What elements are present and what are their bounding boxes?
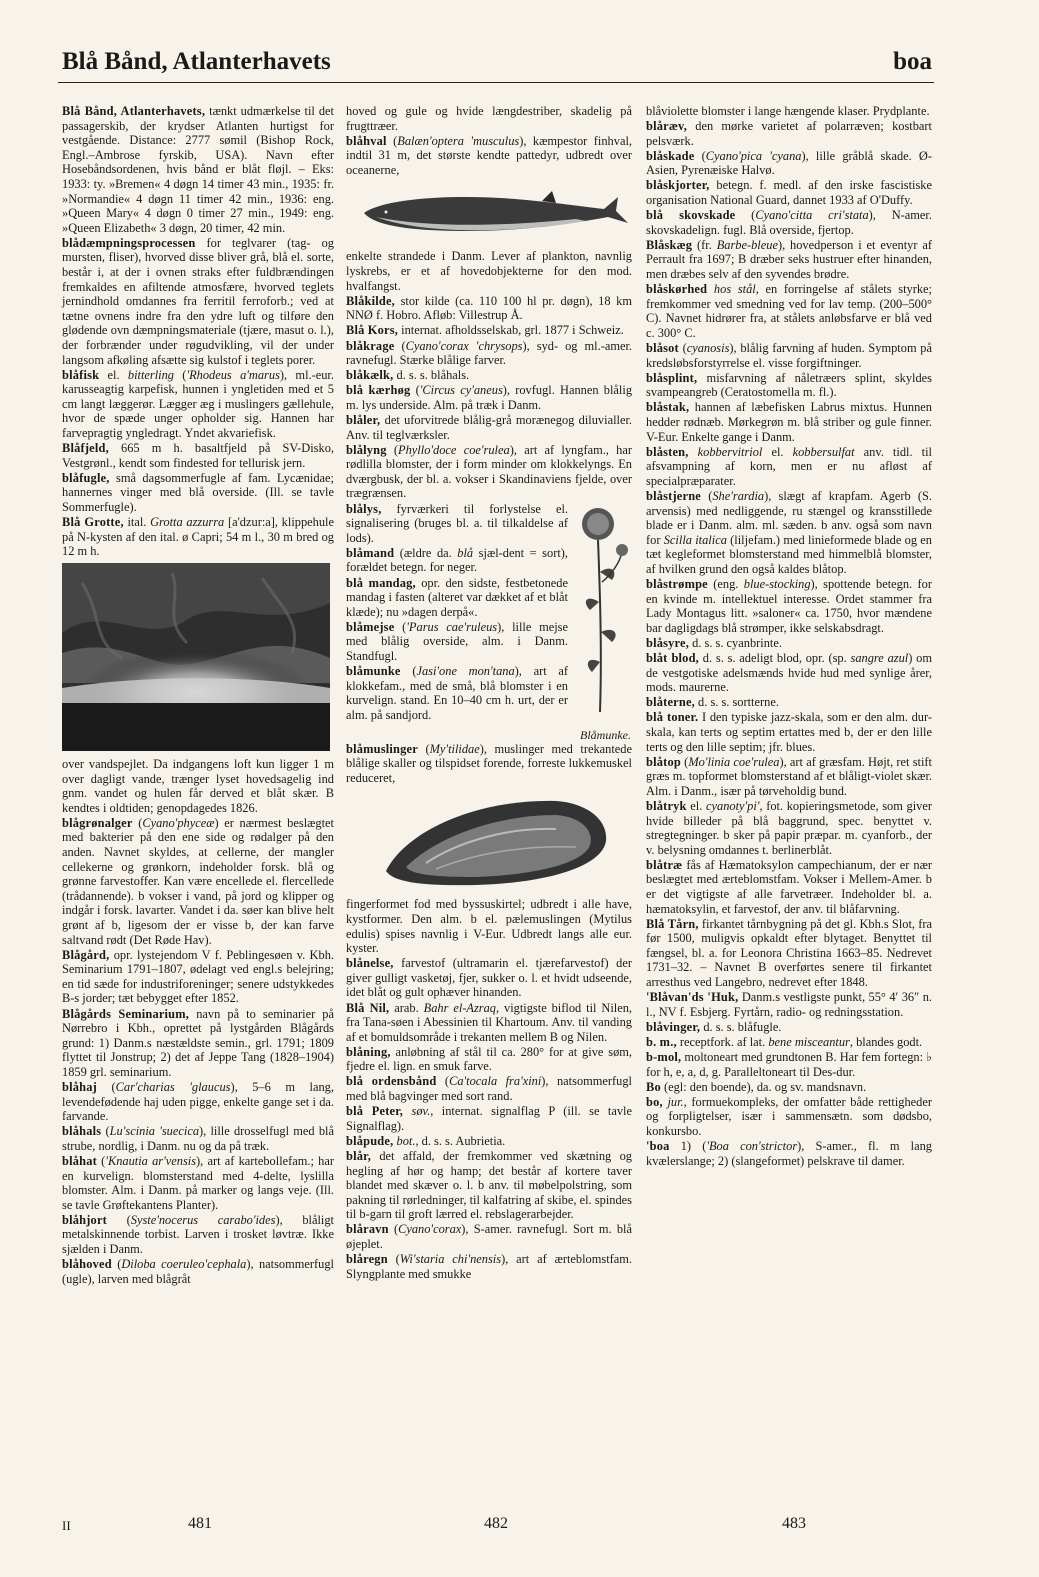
entry-text: d. s. s. blåhals. [393, 368, 470, 383]
headword: blåt blod, [646, 650, 699, 665]
entry-text: anløbning af stål til ca. 280° for at give søm, fjedre el. lign. en smuk farve. [346, 1044, 632, 1074]
entry-b-m [646, 1035, 932, 1050]
headword: blåsplint, [646, 370, 698, 385]
column-3 [646, 104, 932, 1169]
entry-italic: Jasi'one mon'tana [416, 664, 515, 679]
headword: blåhoved [62, 1257, 112, 1272]
signature-mark: II [62, 1518, 71, 1533]
headword: Blå Grotte, [62, 515, 124, 530]
headword: blå toner. [646, 710, 699, 725]
entry-blapude [346, 1134, 632, 1149]
entry-text: , internat. signalflag P (ill. se tavle Signalflag). [346, 1104, 633, 1133]
headword: blåskade [646, 148, 695, 163]
entry-bo-name [646, 1080, 932, 1095]
headword: blålyng [346, 442, 387, 457]
headword: b-mol, [646, 1050, 682, 1064]
entry-text: receptfork. af lat. [676, 1034, 769, 1049]
headword: blåpude, [346, 1133, 394, 1148]
entry-text: el. [99, 367, 128, 382]
entry-text: blåviolette blomster i lange hængende klaser. Prydplante. [646, 104, 930, 118]
entry-text: ( [701, 488, 713, 503]
headword: Blågård, [62, 947, 110, 962]
headword: blå kærhøg [346, 383, 411, 398]
page-number-481: 481 [188, 1515, 212, 1532]
entry-bladaempning [62, 236, 334, 367]
headword: blåsyre, [646, 635, 690, 650]
entry-italic: Cyano'corax [398, 1222, 462, 1237]
entry-blavands-huk [646, 990, 932, 1019]
entry-text: (ældre da. [394, 545, 458, 560]
entry-text: d. s. s. sortterne. [694, 695, 779, 710]
entry-text: , vigtigste biflod til Nilen, fra Tana-søen i Abessinien til Khartoum. Anv. til vanding af et bomuldsområde i trekanten mellem B og Nilen. [346, 1000, 632, 1044]
headword: Blågårds Seminarium, [62, 1006, 190, 1021]
entry-text: ), S-amer. ravnefugl. Sort m. blå øjeplet. [346, 1222, 632, 1251]
entry-text: el. [686, 798, 706, 813]
headword: blåkælk, [346, 368, 394, 383]
entry-blafisk [62, 368, 334, 441]
entry-italic: bitterling [127, 367, 174, 382]
entry-bla-peter [346, 1104, 632, 1133]
entry-blaler [346, 413, 632, 442]
entry-continuation [346, 104, 632, 133]
entry-bla-grotte [62, 515, 334, 559]
entry-text: fingerformet fod med byssuskirtel; udbredt i alle have, kystformer. Den alm. b el. pælemuslingen (Mytilus edulis) spises navnlig i V-Eur. Udbredt langs alle eur. kyster. [346, 897, 632, 956]
entry-text: ( [174, 367, 187, 382]
entry-text: ), natsommerfugl (ugle), larven med blågråt [62, 1257, 334, 1286]
entry-italic: cyanosis [686, 341, 730, 355]
entry-text: ), spottende betegn. for en kvinde m. intellektuel interesse. Ordet stammer fra Lady Montagus litt. »saloner« ca. 1750, hvor mændene bar dagligdags blå strømper, ikke selskabsdragt. [646, 577, 932, 635]
entry-text: ), syd- og ml.-amer. ravnefugl. Stærke blålige farver. [346, 338, 632, 368]
entry-italic: Cyano'citta cri'stata [755, 208, 869, 223]
entry-text: ital. [123, 515, 151, 530]
entry-italic: Cyano'phyceæ [142, 815, 215, 830]
entry-text: ( [111, 1257, 122, 1272]
entry-italic: bot. [396, 1133, 416, 1148]
headword: blå skovskade [646, 208, 736, 223]
entry-italic: 'Knautia ar'vensis [105, 1153, 197, 1168]
headword: Bo [646, 1079, 661, 1094]
entry-text: ), blåligt metalskinnende torbist. Larven i trosket løvtræ. Ikke sjælden i Danm. [62, 1212, 334, 1256]
entry-italic: bene misceantur [768, 1034, 850, 1049]
entry-text: (eng. [707, 577, 744, 591]
entry-italic: blå [457, 545, 474, 560]
entry-blahval [346, 134, 632, 178]
headword: 'boa [646, 1139, 670, 1154]
entry-bla-skovskade [646, 208, 932, 237]
entry-blasot [646, 341, 932, 370]
entry-text: betegn. f. medl. af den irske fascistiske organisation National Guard, dannet 1933 af O'Duffy. [646, 178, 932, 208]
entry-italic: 'Boa con'strictor [706, 1139, 798, 1154]
headword: Blåskæg [646, 237, 693, 252]
entry-text: ), art af klokkefam., med de små, blå blomster i en kurvelign. stand. En 10–40 cm h. urt, der er alm. på sandjord. [346, 664, 568, 722]
headword: blåhjort [62, 1212, 107, 1227]
entry-text: 1) ( [669, 1139, 707, 1154]
column-2 [346, 104, 632, 1282]
entry-text: ( [694, 148, 706, 163]
entry-italic: kobbersulfat [792, 444, 855, 459]
entry-text: hoved og gule og hvide længdestriber, skadelig på frugttræer. [346, 104, 632, 133]
entry-blaterne [646, 695, 932, 710]
entry-text: opr. den sidste, festbetonede mandag i fasten (alteret var dækket af et blåt klæde); nu »dagen derpå«. [346, 575, 568, 619]
entry-text: ( [678, 341, 687, 355]
entry-text: misfarvning af nåletræers splint, skyldes svampeangreb (Ceratostomella m. fl.). [646, 370, 932, 400]
entry-italic: Wi'staria chi'nensis [399, 1252, 502, 1267]
entry-blastjerne [646, 489, 932, 577]
entry-text: ( [400, 664, 417, 679]
headword: blå ordensbånd [346, 1074, 437, 1089]
headword: blåhaj [62, 1079, 97, 1094]
entry-blahoved [62, 1257, 334, 1286]
entry-text: ( [436, 1074, 450, 1089]
entry-text: ( [386, 133, 398, 148]
headword: blåstrømpe [646, 577, 708, 591]
entry-blahaj [62, 1080, 334, 1124]
entry-bla-toner [646, 710, 932, 754]
headword: blåsot [646, 341, 679, 355]
entry-text: ( [735, 208, 756, 223]
entry-bla-ordensband [346, 1074, 632, 1103]
entry-text: (fr. [692, 237, 717, 252]
entry-italic: cyanoty'pi' [706, 798, 760, 813]
headword: blåmejse [346, 619, 395, 634]
entry-text: den mørke varietet af polarræven; kostbart pelsværk. [646, 119, 932, 148]
headword: blånelse, [346, 956, 394, 971]
entry-text: ( [387, 1252, 400, 1267]
entry-blatryk [646, 799, 932, 857]
entry-text: , formuekompleks, der omfatter både rettigheder og forpligtelser, især i sammensætn. som dødsbo, konkursbo. [646, 1094, 932, 1138]
entry-text: firkantet tårnbygning på det gl. Kbh.s Slot, fra før 1500, muligvis opkaldt efter blytaget. Benyttet til fængsel, bl. a. for Leonora Christina 1663–85. Nedrevet 1731–32. – Navnet B overførtes senere til firkantet arresthus ved Langebro, nedrevet efter 1848. [646, 916, 932, 990]
entry-blastak [646, 400, 932, 444]
entry-blagard [62, 948, 334, 1006]
headword: Blå Nil, [346, 1000, 390, 1015]
entry-text: internat. afholdsselskab, grl. 1877 i Schweiz. [398, 323, 624, 338]
entry-blakrage [346, 339, 632, 368]
entry-text: det affald, der fremkommer ved skætning og hegling af hør og hamp; det består af kortere taver blandet med skæver o. l. b anv. til møbelpolstring, som pakning til rørledninger, til kalfatring af skibe, el. spindes til b-garn til groft lærred el. rebslagerarbejder. [346, 1148, 632, 1222]
entry-blar [346, 1149, 632, 1222]
entry-bla-band [62, 104, 334, 235]
entry-blamuslinger [346, 742, 632, 786]
headword: blågrønalger [62, 815, 133, 830]
entry-text: ), art af ærteblomstfam. Slyngplante med smukke [346, 1252, 633, 1281]
headword: blåhals [62, 1124, 102, 1139]
grotto-photo-graphic [62, 563, 330, 751]
entry-blakilde [346, 294, 632, 323]
entry-text [689, 445, 698, 459]
entry-blamuslinger-cont [346, 897, 632, 955]
flower-figure [572, 502, 632, 742]
headword: blåtop [646, 754, 681, 769]
entry-text: , en forringelse af stålets styrke; fremkommer ved smedning ved for lav temp. (200–500° C). Navnet hidrører fra, at stålets anløbsfarve er blå ved c. 300° C. [646, 282, 932, 340]
entry-italic: Car'charias 'glaucus [115, 1079, 231, 1094]
entry-bla-nil [346, 1001, 632, 1045]
entry-text: d. s. s. adeligt blod, opr. (sp. [698, 650, 851, 665]
headword: blå mandag, [346, 575, 416, 590]
entry-text: ), rovfugl. Hannen blålig m. lys underside. Alm. på træk i Danm. [346, 383, 633, 412]
entry-text: fås af Hæmatoksylon campechianum, der er nær beslægtet med ærteblomstfam. Vokser i Mellem-Amer. b er det vigtigste af alle farvetræer. Indeholder bl. a. hæmatoksylin, et farvestof, der anv. til blåfarvning. [646, 857, 932, 916]
entry-blaskjorter [646, 178, 932, 207]
headword: blålys, [346, 501, 382, 516]
entry-blagards-seminarium [62, 1007, 334, 1080]
entry-blanelse [346, 956, 632, 1000]
headword: blåning, [346, 1044, 391, 1059]
column-1 [62, 104, 334, 1287]
entry-italic: Mo'linia coe'rulea [688, 754, 780, 769]
entry-text: ), art af græsfam. Højt, ret stift græs m. topformet blomsterstand af et blåligt-violet skær. Alm. i Danm., især på tørveholdig bund. [646, 754, 932, 798]
entry-text: ), S-amer., fl. m lang kvælerslange; 2) (slangeformet) pelskrave til damer. [646, 1139, 932, 1168]
entry-bla-tarn [646, 917, 932, 990]
entry-italic: Ca'tocala fra'xini [449, 1074, 542, 1089]
entry-blagronalger [62, 816, 334, 947]
headword: blåtryk [646, 798, 687, 813]
headword: Blåfjeld, [62, 441, 109, 456]
blamunke-illustration [572, 502, 632, 722]
headword: blåkrage [346, 338, 395, 353]
entry-text: d. s. s. blåfugle. [700, 1019, 782, 1034]
entry-bo-jur [646, 1095, 932, 1139]
entry-text: ( [417, 741, 430, 756]
entry-text: ), ml.-eur. karusseagtig karpefisk, hunnen i yngletiden med et 5 cm langt læggerør. Lægger æg i muslingers gællehule, hvor de spæde unger opholder sig. Hannen har farvepragtig yngledragt. Yndet akvariefisk. [62, 367, 334, 441]
entry-bla-kors [346, 323, 632, 338]
entry-b-mol [646, 1050, 932, 1079]
entry-text: ( [680, 754, 689, 769]
headword: bo, [646, 1094, 663, 1109]
headword: blåhval [346, 133, 387, 148]
entry-text: moltoneart med grundtonen B. Har fem fortegn: ♭ for h, e, a, d, g. Paralleltoneart til Des-dur. [646, 1050, 932, 1079]
entry-blasten [646, 445, 932, 489]
entry-blaravn [346, 1222, 632, 1251]
entry-text: opr. lystejendom V f. Peblingesøen v. Kbh. Seminarium 1791–1807, ødelagt ved engl.s belejring; en tid sæde for industriforeninger; senere udstykkedes B-s jorder; tæt bebygget efter 1852. [62, 947, 334, 1006]
entry-text: ( [132, 815, 143, 830]
entry-italic: kobbervitriol [697, 444, 763, 459]
entry-text: , blandes godt. [849, 1034, 923, 1049]
entry-blahjort [62, 1213, 334, 1257]
entry-text: ) er nærmest beslægtet med bakterier på den ene side og rødalger på den anden. Navnet skyldes, at cellerne, der mangler cellekerne og grønkorn, indeholder forsk. blå og grønne farvestoffer. Kan være encellede el. flercellede (trådannende). b vokser i vand, på jord og klipper og indgår i forsk. lavarter. Vandet i da. søer kan blive helt grønt af b, ligesom der er visse b, der kan farve saltvand rødt (Det Røde Hav). [62, 815, 334, 947]
running-header [58, 48, 934, 83]
header-catchword: boa [893, 48, 932, 75]
entry-text: det uforvitrede blålig-grå morænegog diluvialler. Anv. til teglværksler. [346, 413, 632, 442]
entry-italic: Diloba coeruleo'cephala [121, 1257, 247, 1272]
entry-blakaelk [346, 368, 632, 383]
entry-blafjeld [62, 441, 334, 470]
entry-text: ( [388, 1222, 399, 1237]
page-number-483: 483 [782, 1515, 806, 1532]
entry-blatop [646, 755, 932, 799]
headword: blåfisk [62, 367, 100, 382]
headword: Blå Tårn, [646, 916, 699, 931]
headword: blåræv, [646, 119, 687, 134]
entry-blaregn [346, 1252, 632, 1281]
entry-italic: Syste'nocerus carabo'ides [130, 1212, 276, 1227]
entry-italic: 'Circus cy'aneus [419, 383, 503, 398]
headword: blåstak, [646, 400, 690, 415]
entry-italic: Phyllo'doce coe'rulea [398, 442, 510, 457]
entry-text: ), lille drosselfugl med blå strube, nordlig, i Danm. nu og da på træk. [62, 1124, 334, 1153]
entry-text: for teglvarer (tag- og mursten, fliser), hvorved disse bliver grå, blå el. sorte, består i, at der i ovnen straks efter fuldbrændingen fremkaldes en afiltende atmosfære, hvorved teglets jernindhold omdannes fra ferritil ferroforb.; ved at tætne ovnens indre fra den ydre luft og tilføre den glødende ovn dæmpningsmateriale (tjære, masut o. l.), der forbrænder under røgudvikling, vil der under langsom afkøling afsætte sig kulstof i teglets porer. [62, 235, 334, 367]
entry-boa [646, 1139, 932, 1168]
entry-italic: søv. [411, 1104, 431, 1119]
entry-blahval-cont [346, 249, 632, 293]
headword: Blå Bånd, Atlanterhavets, [62, 104, 206, 118]
headword: blåler, [346, 413, 381, 427]
mussel-illustration [346, 791, 632, 891]
entry-text: ), lille mejse med blålig overside, alm. i Danm. Standfugl. [346, 619, 568, 663]
entry-blafugle [62, 471, 334, 515]
headword: blåvinger, [646, 1019, 701, 1034]
entry-text: ), N-amer. skovskadelign. fugl. Blå overside, fjertop. [646, 208, 932, 237]
entry-blasyre [646, 636, 932, 651]
entry-bla-grotte-cont [62, 757, 334, 815]
entry-text: ( [386, 442, 399, 457]
entry-italic: sangre azul [850, 650, 909, 665]
entry-text: el. [762, 444, 793, 459]
entry-blaskade [646, 149, 932, 178]
headword: blåterne, [646, 695, 695, 710]
entry-italic: Balæn'optera 'musculus [397, 133, 520, 148]
entry-blasplint [646, 371, 932, 400]
whale-illustration [346, 183, 632, 243]
entry-blahat [62, 1154, 334, 1212]
headword: blåskørhed [646, 282, 708, 297]
entry-blaskorhed [646, 282, 932, 340]
entry-text: Danm.s vestligste punkt, 55° 4′ 36″ n. l., NV f. Esbjerg. Fyrtårn, radio- og redningsstation. [646, 990, 932, 1019]
entry-text: tænkt udmærkelse til det passagerskib, der krydser Atlanten hurtigst for vestgående. Distance: 2777 sømil (Bishop Rock, Engl.–Ambrose fyrskib, USA). Navn efter Hosebåndsordenen, hvis bånd er blåt fløjl. – Eks: 1933: ty. »Bremen« 4 døgn 14 timer 43 min., 1935: fr. »Normandie« 4 døgn 11 timer 42 min., 1936: eng. »Queen Mary« 4 døgn 0 timer 27 min., 1949: eng. »Queen Elizabeth« 3 døgn, 20 timer, 42 min. [62, 104, 335, 235]
entry-text: ), art af lyngfam., har rødlilla blomster, der i form minder om klokkelyngs. En dværgbusk, der bl. a. vokser i Skandinaviens fjelde, over trægrænsen. [346, 442, 632, 501]
entry-text: ), art af kartebollefam.; har en kurvelign. blomsterstand med 4-delte, lyslilla blomster. Alm. i Danm. på marker og langs veje. (Ill. se tavle Grøftekantens Planter). [62, 1153, 334, 1212]
entry-text: over vandspejlet. Da indgangens loft kun ligger 1 m over dagligt vande, trænger lyset hovedsagelig ind gnm. vandet og hulen får derved et blåt skær. B kendtes i oldtiden; genopdagedes 1826. [62, 756, 334, 815]
headword: blår, [346, 1148, 371, 1163]
entry-italic: 'Parus cae'ruleus [406, 619, 498, 634]
entry-text: hannen af læbefisken Labrus mixtus. Hunnen hedder rødnæb. Mørkegrøn m. blå striber og gule finner. V-Eur. Enkelte gange i Danm. [646, 400, 932, 444]
entry-italic: Bahr el-Azraq [423, 1000, 496, 1015]
headword: blåsten, [646, 444, 689, 459]
headword: blåskjorter, [646, 178, 710, 193]
entry-blalyng [346, 443, 632, 501]
entry-italic: blue-stocking [743, 577, 811, 591]
entry-italic: Cyano'pica 'cyana [705, 148, 802, 163]
entry-italic: hos stål [713, 282, 756, 297]
entry-text: stor kilde (ca. 110 100 hl pr. døgn), 18 km NNØ f. Hobro. Afløb: Villestrup Å. [346, 293, 632, 323]
entry-bla-kaerhog [346, 383, 632, 412]
entry-text: 665 m h. basaltfjeld på SV-Disko, Vestgrønl., kendt som findested for tellurisk jern. [62, 441, 334, 470]
entry-text: arab. [389, 1000, 424, 1015]
entry-text: sjæl-dent = sort), forældet betegn. for neger. [346, 545, 568, 575]
headword: 'Blåvan'ds 'Huk, [646, 990, 739, 1005]
headword: blåravn [346, 1222, 389, 1237]
entry-text: , fot. kopieringsmetode, som giver hvide billeder på blå baggrund, spec. benyttet v. stregtegninger. b sker på papir præpar. m. cyanforb., der v. belysning omdannes t. berlinerblåt. [646, 798, 932, 857]
entry-italic: Cyano'corax 'chrysops [405, 338, 523, 353]
entry-text [403, 1104, 411, 1118]
headword: blåregn [346, 1252, 388, 1267]
entry-italic: 'Rhodeus a'marus [186, 367, 280, 382]
entry-italic: Scilla italica [663, 532, 727, 547]
entry-text: enkelte strandede i Danm. Lever af plankton, navnlig lyskrebs, er et af hovedobjekterne for den mod. hvalfangst. [346, 249, 632, 293]
entry-text [707, 282, 714, 296]
entry-blaskaeg [646, 238, 932, 282]
entry-text: farvestof (ultramarin el. tjærefarvestof) der giver gulligt vasketøj, fjer, sukker o. l. et hvidt udseende, idet blåt og gult ophæver hinanden. [346, 956, 632, 1000]
entry-continuation [646, 104, 932, 119]
entry-text: ), hovedperson i et eventyr af Perrault fra 1697; B dræber seks hustruer efter hinanden, men dræbes selv af den syvendes brødre. [646, 237, 932, 282]
entry-text: fyrværkeri til forlystelse el. signalisering (bruges bl. a. til tilkaldelse af lods). [346, 501, 568, 545]
headword: blåmand [346, 545, 395, 560]
entry-text: små dagsommerfugle af fam. Lycænidae; hannernes vinger med blå overside. (Ill. se tavle Sommerfugle). [62, 470, 334, 515]
entry-blastrompe [646, 577, 932, 635]
entry-text: ), natsommerfugl med blå bagvinger med sort rand. [346, 1074, 632, 1104]
entry-text: (egl: den boende), da. og sv. mandsnavn. [660, 1079, 867, 1094]
entry-text: ( [96, 1079, 116, 1094]
entry-blaraev [646, 119, 932, 148]
entry-blat-blod [646, 651, 932, 695]
headword: blåtræ [646, 857, 683, 872]
headword: blåmuslinger [346, 741, 418, 756]
entry-text: ( [101, 1124, 110, 1139]
header-title: Blå Bånd, Atlanterhavets [62, 48, 331, 75]
entry-italic: My'tilidae [429, 741, 480, 756]
entry-blavinger [646, 1020, 932, 1035]
entry-text: ( [394, 619, 407, 634]
entry-text: ), lille gråblå skade. Ø-Asien, Pyrenæiske Halvø. [646, 148, 932, 178]
headword: blåfugle, [62, 470, 110, 485]
entry-text: [a'dzur:a], klippehule på N-kysten af den ital. ø Capri; 54 m l., 30 m bred og 12 m h. [62, 515, 334, 559]
entry-text: d. s. s. cyanbrinte. [689, 635, 782, 650]
headword: blåmunke [346, 664, 401, 679]
headword: blådæmpningsprocessen [62, 235, 196, 250]
entry-text: ( [394, 338, 406, 353]
entry-text: ( [96, 1153, 106, 1168]
headword: blå Peter, [346, 1104, 404, 1119]
entry-italic: Grotta azzurra [150, 515, 225, 530]
entry-text: anv. tidl. til afsvampning af korn, men er nu afløst af specialpræparater. [646, 444, 932, 488]
entry-text: ( [410, 383, 420, 398]
entry-blaning [346, 1045, 632, 1074]
entry-text: , d. s. s. Aubrietia. [415, 1133, 506, 1148]
entry-text: ), 5–6 m lang, levendefødende haj uden pigge, enkelte gange set i da. farvande. [62, 1079, 334, 1124]
entry-italic: She'rardia [712, 488, 765, 503]
entry-text: navn på to seminarier på Nørrebro i Kbh., oprettet på lystgården Blågårds grund: 1) Danm.s næstældste semin., grl. 1791; 1809 flyttet til Jonstrup; 2) det af Jeppe Tang (1828–1904) 1859 grl. seminarium. [62, 1006, 334, 1079]
headword: blåstjerne [646, 488, 701, 503]
entry-blahals [62, 1124, 334, 1153]
grotto-photo [62, 563, 330, 751]
page-number-482: 482 [484, 1515, 508, 1532]
entry-italic: Barbe-bleue [716, 237, 778, 252]
entry-text: ( [106, 1212, 131, 1227]
headword: blåhat [62, 1153, 97, 1168]
entry-text: I den typiske jazz-skala, som er den alm. dur-skala, kan terts og septim ertattes med b, der er den lille terts og den lille septim; jfr. blues. [646, 710, 932, 754]
entry-text: ), slægt af krapfam. Agerb (S. arvensis) med nedliggende, ru stængel og kransstillede blade er i Danm. alm. ml. sæden. b anv. også som navn for [646, 488, 932, 547]
entry-text: (liljefam.) med linieformede blade og en tæt kegleformet blomsterstand med himmelblå blomster, af hvilken grund den også kaldes blåtop. [646, 532, 932, 576]
headword: b. m., [646, 1034, 677, 1049]
entry-blatrae [646, 858, 932, 916]
figure-caption: Blåmunke. [580, 727, 631, 742]
entry-text: ), muslinger med trekantede blålige skaller og tilspidset forende, forreste lukkemuskel reduceret, [346, 741, 632, 785]
entry-text: ), blålig farvning af huden. Symptom på kredsløbsforstyrrelse el. visse forgiftninger. [646, 341, 932, 370]
headword: Blå Kors, [346, 323, 399, 338]
entry-text: ) om de vestgotiske adelsmænds hvide hud med synlige årer, mods. maurerne. [646, 650, 933, 695]
entry-italic: Lu'scinia 'suecica [109, 1124, 200, 1139]
headword: Blåkilde, [346, 293, 395, 308]
entry-italic: jur. [667, 1094, 684, 1109]
entry-text: ), kæmpestor finhval, indtil 31 m, det største kendte pattedyr, udbredt over oceanerne, [346, 133, 632, 177]
